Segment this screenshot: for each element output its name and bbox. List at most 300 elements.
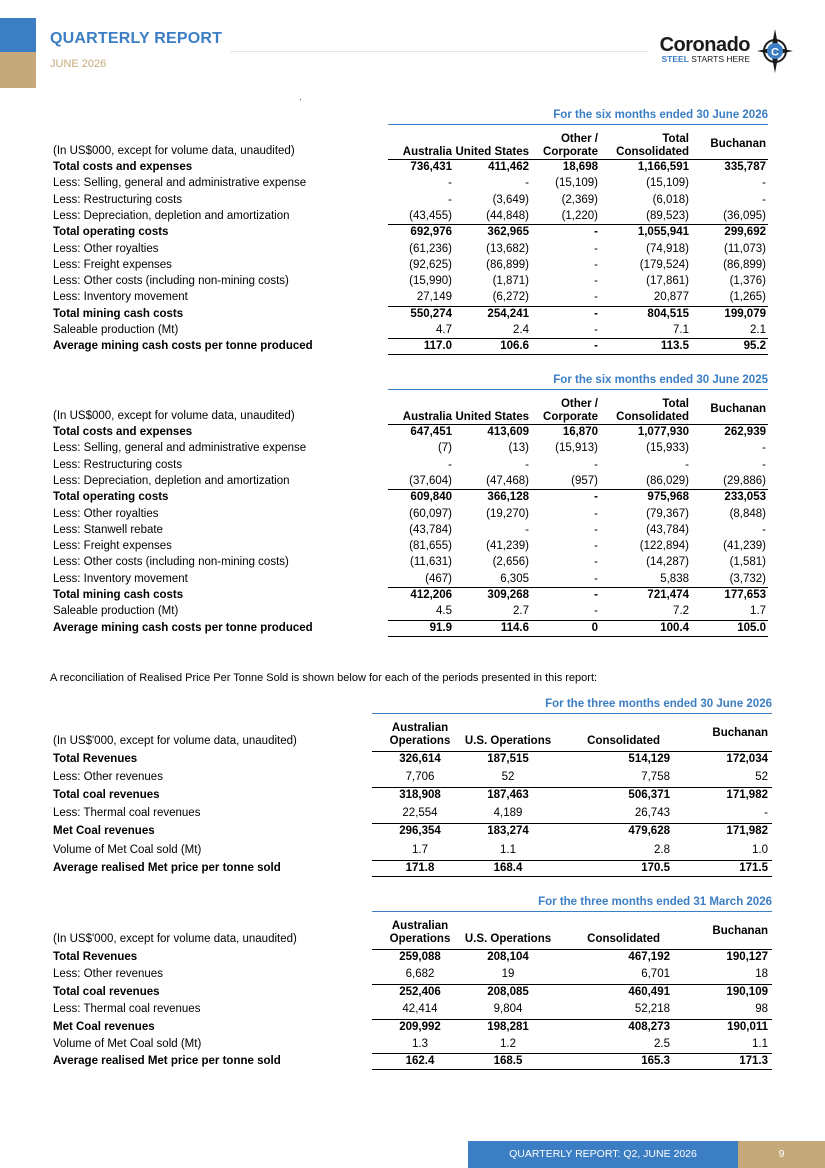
cell-value: 208,104 <box>487 951 529 963</box>
cell-value: - <box>594 605 598 618</box>
cell-value: 105.0 <box>737 621 766 634</box>
table-rule <box>372 860 772 861</box>
column-header: Buchanan <box>710 403 766 415</box>
table-rule <box>388 354 768 355</box>
cell-value: (81,655) <box>409 540 452 553</box>
row-label: Less: Selling, general and administrative expense <box>53 177 307 190</box>
column-header: Other / Corporate <box>543 133 598 158</box>
cell-value: 52 <box>501 771 515 784</box>
cell-value: (6,272) <box>492 291 529 304</box>
cell-value: (2,369) <box>561 193 598 206</box>
table-row <box>50 440 775 456</box>
column-header-row <box>50 916 775 948</box>
period-heading: For the six months ended 30 June 2025 <box>388 372 768 390</box>
cell-value: 18,698 <box>562 161 598 173</box>
row-label: Total costs and expenses <box>53 426 193 438</box>
footer-report-label: QUARTERLY REPORT: Q2, JUNE 2026 <box>468 1141 738 1168</box>
cell-value: 27,149 <box>416 291 452 304</box>
cell-value: (467) <box>425 572 452 585</box>
logo-wordmark: Coronado <box>659 34 750 56</box>
table-row <box>50 506 775 522</box>
cell-value: 975,968 <box>647 491 689 504</box>
cell-value: 98 <box>755 1003 768 1016</box>
column-header: Australia <box>402 146 452 158</box>
cell-value: 2.8 <box>654 843 670 856</box>
cell-value: - <box>594 523 598 536</box>
cell-value: (15,913) <box>555 442 598 455</box>
cell-value: 408,273 <box>628 1020 670 1033</box>
table-rule <box>388 620 768 621</box>
table-row <box>50 538 775 554</box>
cell-value: (8,848) <box>729 507 766 520</box>
cell-value: (1,220) <box>561 209 598 222</box>
row-label: Less: Depreciation, depletion and amortization <box>53 474 290 487</box>
cell-value: 2.1 <box>750 324 766 336</box>
cell-value: (7) <box>437 442 452 455</box>
table-rule <box>372 1053 772 1054</box>
table-row <box>50 1053 775 1069</box>
table-row <box>50 603 775 619</box>
cell-value: 26,743 <box>634 807 670 820</box>
column-header: Australian Operations <box>389 722 451 747</box>
row-label: Less: Depreciation, depletion and amortization <box>53 209 290 222</box>
table-row <box>50 522 775 538</box>
cell-value: 170.5 <box>641 861 670 874</box>
row-label: Saleable production (Mt) <box>53 324 179 336</box>
period-heading: For the three months ended 30 June 2026 <box>372 696 772 714</box>
table-rule <box>388 159 768 160</box>
cell-value: (44,848) <box>486 209 529 222</box>
cell-value: - <box>594 589 598 601</box>
table-rule <box>372 984 772 985</box>
row-label: Less: Other costs (including non-mining costs) <box>53 275 289 288</box>
cell-value: - <box>594 540 598 553</box>
row-label: Less: Freight expenses <box>53 258 172 271</box>
column-header: U.S. Operations <box>464 735 552 747</box>
header-divider <box>230 51 648 52</box>
table-row <box>50 338 775 354</box>
cell-value: 412,206 <box>410 589 452 601</box>
table-row <box>50 208 775 224</box>
cell-value: (29,886) <box>723 474 766 487</box>
cell-value: (86,899) <box>723 258 766 271</box>
cell-value: 366,128 <box>487 491 529 504</box>
row-label: Total mining cash costs <box>53 589 184 601</box>
cell-value: (1,871) <box>492 275 529 288</box>
cell-value: 100.4 <box>660 621 689 634</box>
cell-value: (43,784) <box>409 523 452 536</box>
table-row <box>50 159 775 175</box>
cell-value: 233,053 <box>724 491 766 504</box>
cell-value: - <box>448 193 452 206</box>
row-label: Less: Other royalties <box>53 507 159 520</box>
row-label: Met Coal revenues <box>53 825 155 838</box>
cell-value: 2.7 <box>513 605 529 618</box>
cell-value: 199,079 <box>724 307 766 320</box>
column-header: Australia <box>402 411 452 423</box>
cell-value: 6,682 <box>405 968 435 981</box>
column-header: Other / Corporate <box>543 398 598 423</box>
column-header: Total Consolidated <box>616 133 689 158</box>
table-row <box>50 949 775 965</box>
row-label: Total operating costs <box>53 226 169 239</box>
row-label: Less: Other royalties <box>53 242 159 255</box>
row-label: Total costs and expenses <box>53 161 193 173</box>
cell-value: 1.0 <box>752 843 768 856</box>
row-label: Total coal revenues <box>53 985 160 998</box>
cell-value: (3,732) <box>729 572 766 585</box>
cell-value: (957) <box>571 474 598 487</box>
table-rule <box>372 823 772 824</box>
cell-value: (13) <box>508 442 529 455</box>
table-rule <box>388 338 768 339</box>
table-row <box>50 1019 775 1035</box>
cell-value: (19,270) <box>486 507 529 520</box>
cell-value: (17,861) <box>646 275 689 288</box>
cell-value: 171,982 <box>726 825 768 838</box>
cell-value: - <box>594 307 598 320</box>
table-row <box>50 571 775 587</box>
column-header-row <box>50 129 775 159</box>
company-logo <box>658 26 798 80</box>
row-label: Less: Restructuring costs <box>53 458 183 471</box>
cell-value: (1,265) <box>729 291 766 304</box>
cell-value: 209,992 <box>399 1020 441 1033</box>
row-label: Less: Other revenues <box>53 771 163 784</box>
cell-value: 4.7 <box>436 324 452 336</box>
table-rule <box>388 424 768 425</box>
cell-value: 550,274 <box>410 307 452 320</box>
cell-value: (89,523) <box>646 209 689 222</box>
cell-value: 171,982 <box>726 789 768 802</box>
row-label: Average mining cash costs per tonne produced <box>53 340 313 353</box>
header-accent-blue <box>0 18 36 52</box>
cell-value: (74,918) <box>646 242 689 255</box>
cell-value: - <box>594 324 598 336</box>
cell-value: 362,965 <box>487 226 529 239</box>
cell-value: - <box>594 291 598 304</box>
row-label: Total operating costs <box>53 491 169 504</box>
row-label: Less: Stanwell rebate <box>53 523 163 536</box>
cell-value: (179,524) <box>639 258 689 271</box>
cell-value: 1.2 <box>500 1038 516 1050</box>
cell-value: - <box>764 807 768 820</box>
table-row <box>50 587 775 603</box>
cell-value: 20,877 <box>653 291 689 304</box>
table-row <box>50 842 775 858</box>
cell-value: 259,088 <box>399 951 441 963</box>
row-label: Less: Freight expenses <box>53 540 172 553</box>
cell-value: 318,908 <box>399 789 441 802</box>
cell-value: 1,055,941 <box>637 226 689 239</box>
cell-value: (11,073) <box>724 242 766 255</box>
header-label: (In US$000, except for volume data, unaudited) <box>53 410 295 422</box>
report-title: QUARTERLY REPORT <box>50 30 223 47</box>
table-row <box>50 192 775 208</box>
table-rule <box>372 751 772 752</box>
cell-value: 5,838 <box>660 572 689 585</box>
cell-value: (14,287) <box>646 556 689 569</box>
cell-value: - <box>594 242 598 255</box>
row-label: Met Coal revenues <box>53 1020 155 1033</box>
cell-value: 1.1 <box>500 843 516 856</box>
table-row <box>50 860 775 876</box>
cell-value: 1.1 <box>752 1038 768 1050</box>
table-rule <box>388 587 768 588</box>
cell-value: 6,305 <box>500 572 529 585</box>
cell-value: - <box>594 507 598 520</box>
cell-value: 22,554 <box>402 807 438 820</box>
table-row <box>50 620 775 636</box>
cell-value: 18 <box>755 968 768 981</box>
cell-value: 1.3 <box>412 1038 428 1050</box>
cell-value: 19 <box>501 968 515 981</box>
column-header-row <box>50 718 775 750</box>
cell-value: 692,976 <box>410 226 452 239</box>
cell-value: 7.2 <box>673 605 689 618</box>
table-rule <box>372 787 772 788</box>
cell-value: - <box>762 523 766 536</box>
cell-value: 721,474 <box>647 589 689 601</box>
cell-value: 309,268 <box>487 589 529 601</box>
cell-value: - <box>762 458 766 471</box>
table-row <box>50 241 775 257</box>
cell-value: (79,367) <box>646 507 689 520</box>
cell-value: (60,097) <box>409 507 452 520</box>
cell-value: 198,281 <box>487 1020 529 1033</box>
logo-tagline: STEEL STARTS HERE <box>661 54 750 64</box>
cell-value: 177,653 <box>724 589 766 601</box>
table-row <box>50 1036 775 1052</box>
page-number: 9 <box>738 1141 825 1168</box>
row-label: Volume of Met Coal sold (Mt) <box>53 843 202 856</box>
row-label: Total Revenues <box>53 753 138 765</box>
cell-value: - <box>762 177 766 190</box>
cell-value: (1,581) <box>729 556 766 569</box>
cell-value: - <box>594 258 598 271</box>
table-row <box>50 322 775 338</box>
cell-value: - <box>685 458 689 471</box>
cell-value: (92,625) <box>409 258 452 271</box>
table-rule <box>388 306 768 307</box>
cell-value: (43,455) <box>409 209 452 222</box>
row-label: Total coal revenues <box>53 789 160 802</box>
cell-value: - <box>594 572 598 585</box>
cell-value: - <box>448 458 452 471</box>
cell-value: 172,034 <box>726 753 768 765</box>
cell-value: (36,095) <box>723 209 766 222</box>
cell-value: 106.6 <box>500 340 529 353</box>
cell-value: 187,463 <box>487 789 529 802</box>
report-date: JUNE 2026 <box>50 58 107 70</box>
table-row <box>50 751 775 767</box>
cell-value: 190,127 <box>726 951 768 963</box>
period-heading: For the three months ended 31 March 2026 <box>372 894 772 912</box>
cell-value: 1.7 <box>412 843 428 856</box>
row-label: Less: Selling, general and administrative expense <box>53 442 307 455</box>
header-label: (In US$'000, except for volume data, unaudited) <box>53 933 297 945</box>
table-row <box>50 175 775 191</box>
cell-value: (11,631) <box>410 556 452 569</box>
cell-value: (13,682) <box>486 242 529 255</box>
table-row <box>50 224 775 240</box>
table-row <box>50 273 775 289</box>
column-header: Buchanan <box>710 138 766 150</box>
table-rule <box>388 224 768 225</box>
cell-value: 52 <box>755 771 768 784</box>
cell-value: (41,239) <box>723 540 766 553</box>
table-row <box>50 1001 775 1017</box>
cell-value: 252,406 <box>399 985 441 998</box>
row-label: Less: Other revenues <box>53 968 163 981</box>
column-header: Consolidated <box>587 933 660 945</box>
cell-value: - <box>762 442 766 455</box>
cell-value: 460,491 <box>628 985 670 998</box>
row-label: Less: Thermal coal revenues <box>53 1003 201 1016</box>
table-row <box>50 473 775 489</box>
table-row <box>50 257 775 273</box>
cell-value: 609,840 <box>410 491 452 504</box>
table-row <box>50 769 775 785</box>
cell-value: 190,109 <box>726 985 768 998</box>
cell-value: (86,899) <box>486 258 529 271</box>
cell-value: 296,354 <box>399 825 441 838</box>
cell-value: (86,029) <box>646 474 689 487</box>
column-header: Buchanan <box>712 924 768 937</box>
cell-value: 4.5 <box>436 605 452 618</box>
table-row <box>50 424 775 440</box>
cell-value: - <box>525 523 529 536</box>
column-header: U.S. Operations <box>464 933 552 945</box>
column-header: United States <box>455 146 529 158</box>
cell-value: 2.5 <box>654 1038 670 1050</box>
header-label: (In US$'000, except for volume data, unaudited) <box>53 735 297 747</box>
cell-value: 1,077,930 <box>637 426 689 438</box>
table-row <box>50 306 775 322</box>
cell-value: 171.3 <box>739 1055 768 1068</box>
cell-value: (15,109) <box>555 177 598 190</box>
cell-value: - <box>525 177 529 190</box>
cell-value: - <box>594 275 598 288</box>
row-label: Average realised Met price per tonne sold <box>53 861 281 874</box>
cell-value: - <box>594 226 598 239</box>
cell-value: (43,784) <box>646 523 689 536</box>
table-row <box>50 489 775 505</box>
compass-logo-icon <box>756 28 794 74</box>
cell-value: 299,692 <box>724 226 766 239</box>
cell-value: 16,870 <box>562 426 598 438</box>
cell-value: 190,011 <box>727 1020 768 1033</box>
cell-value: 208,085 <box>487 985 529 998</box>
cell-value: - <box>594 458 598 471</box>
cell-value: 187,515 <box>487 753 529 765</box>
cell-value: 42,414 <box>402 1003 438 1016</box>
cell-value: 804,515 <box>647 307 689 320</box>
row-label: Less: Inventory movement <box>53 291 188 304</box>
column-header: United States <box>455 411 529 423</box>
header-label: (In US$000, except for volume data, unaudited) <box>53 145 295 157</box>
cell-value: 736,431 <box>410 161 452 173</box>
row-label: Total mining cash costs <box>53 307 184 320</box>
cell-value: 7,758 <box>641 771 670 784</box>
cell-value: 117.0 <box>423 340 452 353</box>
column-header: Buchanan <box>712 726 768 739</box>
table-rule <box>372 949 772 950</box>
cell-value: 647,451 <box>410 426 452 438</box>
cell-value: 52,218 <box>634 1003 670 1016</box>
table-row <box>50 805 775 821</box>
table-rule <box>372 876 772 877</box>
row-label: Saleable production (Mt) <box>53 605 179 618</box>
cell-value: (15,933) <box>646 442 689 455</box>
row-label: Average mining cash costs per tonne produced <box>53 621 313 634</box>
period-heading: For the six months ended 30 June 2026 <box>388 107 768 125</box>
cell-value: 165.3 <box>641 1055 670 1068</box>
table-row <box>50 984 775 1000</box>
cell-value: (15,990) <box>409 275 452 288</box>
cell-value: 7,706 <box>405 771 435 784</box>
row-label: Volume of Met Coal sold (Mt) <box>53 1038 202 1050</box>
cell-value: 413,609 <box>487 426 529 438</box>
cell-value: 113.5 <box>660 340 689 353</box>
cell-value: 7.1 <box>673 324 689 336</box>
table-rule <box>372 1019 772 1020</box>
cell-value: - <box>594 340 598 353</box>
cell-value: 91.9 <box>429 621 452 634</box>
table-row <box>50 966 775 982</box>
row-label: Less: Inventory movement <box>53 572 188 585</box>
cell-value: 0 <box>591 621 598 634</box>
table-rule <box>388 636 768 637</box>
svg-text:C: C <box>771 46 779 59</box>
table-rule <box>388 489 768 490</box>
cell-value: - <box>594 491 598 504</box>
cell-value: 411,462 <box>488 161 529 173</box>
cell-value: 171.5 <box>739 861 768 874</box>
cell-value: 467,192 <box>628 951 670 963</box>
table-row <box>50 289 775 305</box>
cell-value: 2.4 <box>513 324 529 336</box>
cell-value: 4,189 <box>493 807 523 820</box>
column-header: Total Consolidated <box>616 398 689 423</box>
table-row <box>50 554 775 570</box>
cell-value: 335,787 <box>724 161 766 173</box>
table-row <box>50 457 775 473</box>
table-row <box>50 823 775 839</box>
cell-value: (122,894) <box>639 540 689 553</box>
cell-value: (41,239) <box>486 540 529 553</box>
cell-value: (3,649) <box>492 193 529 206</box>
cell-value: (47,468) <box>486 474 529 487</box>
cell-value: 168.4 <box>493 861 523 874</box>
cell-value: (61,236) <box>409 242 452 255</box>
cell-value: 1,166,591 <box>637 161 689 173</box>
row-label: Less: Restructuring costs <box>53 193 183 206</box>
cell-value: 262,939 <box>724 426 766 438</box>
cell-value: 162.4 <box>405 1055 435 1068</box>
stray-mark <box>300 99 301 100</box>
cell-value: (6,018) <box>652 193 689 206</box>
cell-value: - <box>594 556 598 569</box>
column-header-row <box>50 394 775 424</box>
cell-value: 1.7 <box>750 605 766 618</box>
cell-value: (2,656) <box>492 556 529 569</box>
cell-value: (15,109) <box>646 177 689 190</box>
table-row <box>50 787 775 803</box>
table-rule <box>372 1069 772 1070</box>
cell-value: 254,241 <box>487 307 529 320</box>
cell-value: 95.2 <box>743 340 766 353</box>
